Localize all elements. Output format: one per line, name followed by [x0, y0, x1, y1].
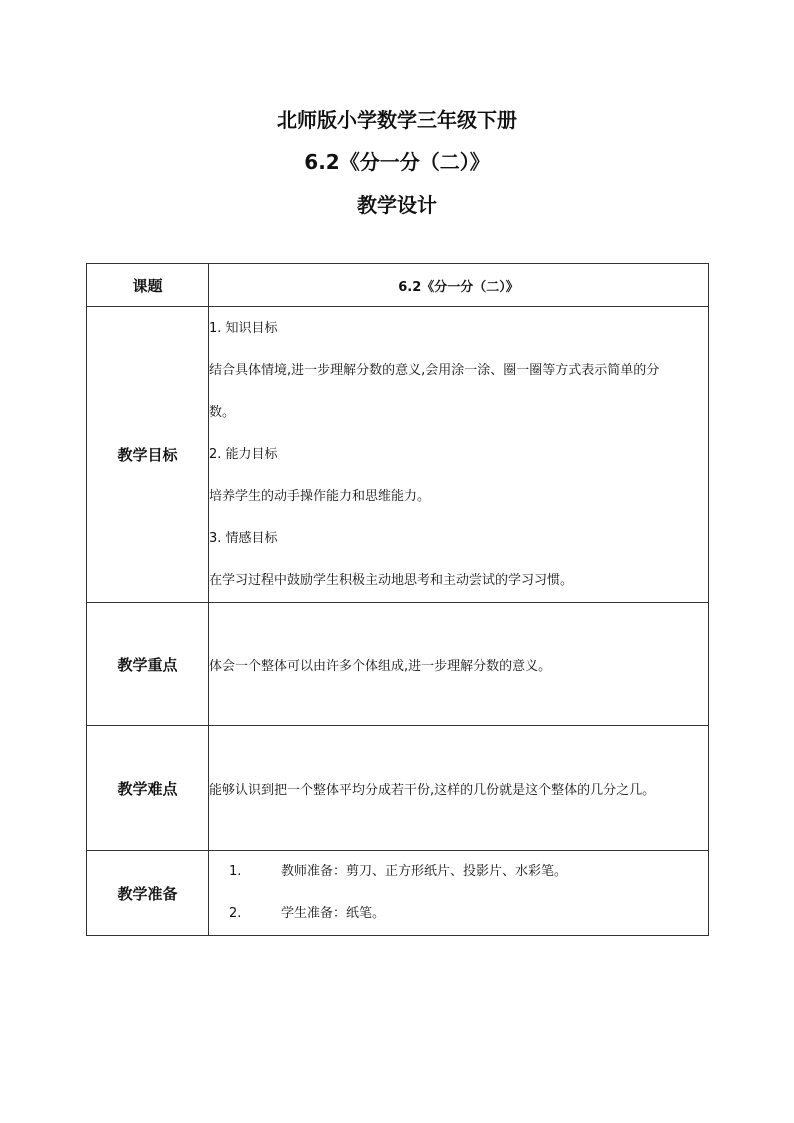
difficulties-label: 教学难点 — [87, 726, 209, 851]
table-row-objectives — [87, 307, 709, 603]
objective-heading-knowledge: 1. 知识目标 — [209, 320, 278, 336]
list-item-text: 学生准备：纸笔。 — [281, 906, 386, 921]
list-item-number: 1. — [229, 864, 242, 879]
objective-heading-ability: 2. 能力目标 — [209, 446, 278, 462]
document-subtitle: 教学设计 — [357, 193, 437, 217]
topic-value: 6.2《分一分（二）》 — [209, 264, 709, 307]
table-row-key-points — [87, 603, 709, 726]
objective-text-knowledge-cont: 数。 — [209, 404, 236, 420]
table-row-preparation — [87, 851, 709, 936]
objectives-cell — [209, 307, 709, 603]
objective-heading-emotion: 3. 情感目标 — [209, 530, 278, 546]
key-points-label: 教学重点 — [87, 603, 209, 726]
lesson-title: 6.2《分一分（二）》 — [304, 150, 490, 174]
table-row-difficulties — [87, 726, 709, 851]
key-points-text: 体会一个整体可以由许多个体组成,进一步理解分数的意义。 — [209, 603, 709, 726]
objective-text-ability: 培养学生的动手操作能力和思维能力。 — [209, 488, 431, 504]
list-item-number: 2. — [229, 906, 242, 921]
preparation-label: 教学准备 — [87, 851, 209, 936]
preparation-cell — [209, 851, 709, 936]
list-item — [209, 851, 708, 893]
difficulties-text: 能够认识到把一个整体平均分成若干份,这样的几份就是这个整体的几分之几。 — [209, 726, 709, 851]
objective-text-knowledge: 结合具体情境,进一步理解分数的意义,会用涂一涂、圈一圈等方式表示简单的分 — [209, 362, 660, 378]
table-row-topic — [87, 264, 709, 307]
lesson-plan-table — [86, 263, 709, 936]
document-title: 北师版小学数学三年级下册 — [277, 108, 517, 132]
objective-text-emotion: 在学习过程中鼓励学生积极主动地思考和主动尝试的学习习惯。 — [209, 572, 574, 588]
topic-label: 课题 — [87, 264, 209, 307]
list-item — [209, 893, 708, 935]
objectives-label: 教学目标 — [87, 307, 209, 603]
list-item-text: 教师准备：剪刀、正方形纸片、投影片、水彩笔。 — [281, 864, 568, 879]
